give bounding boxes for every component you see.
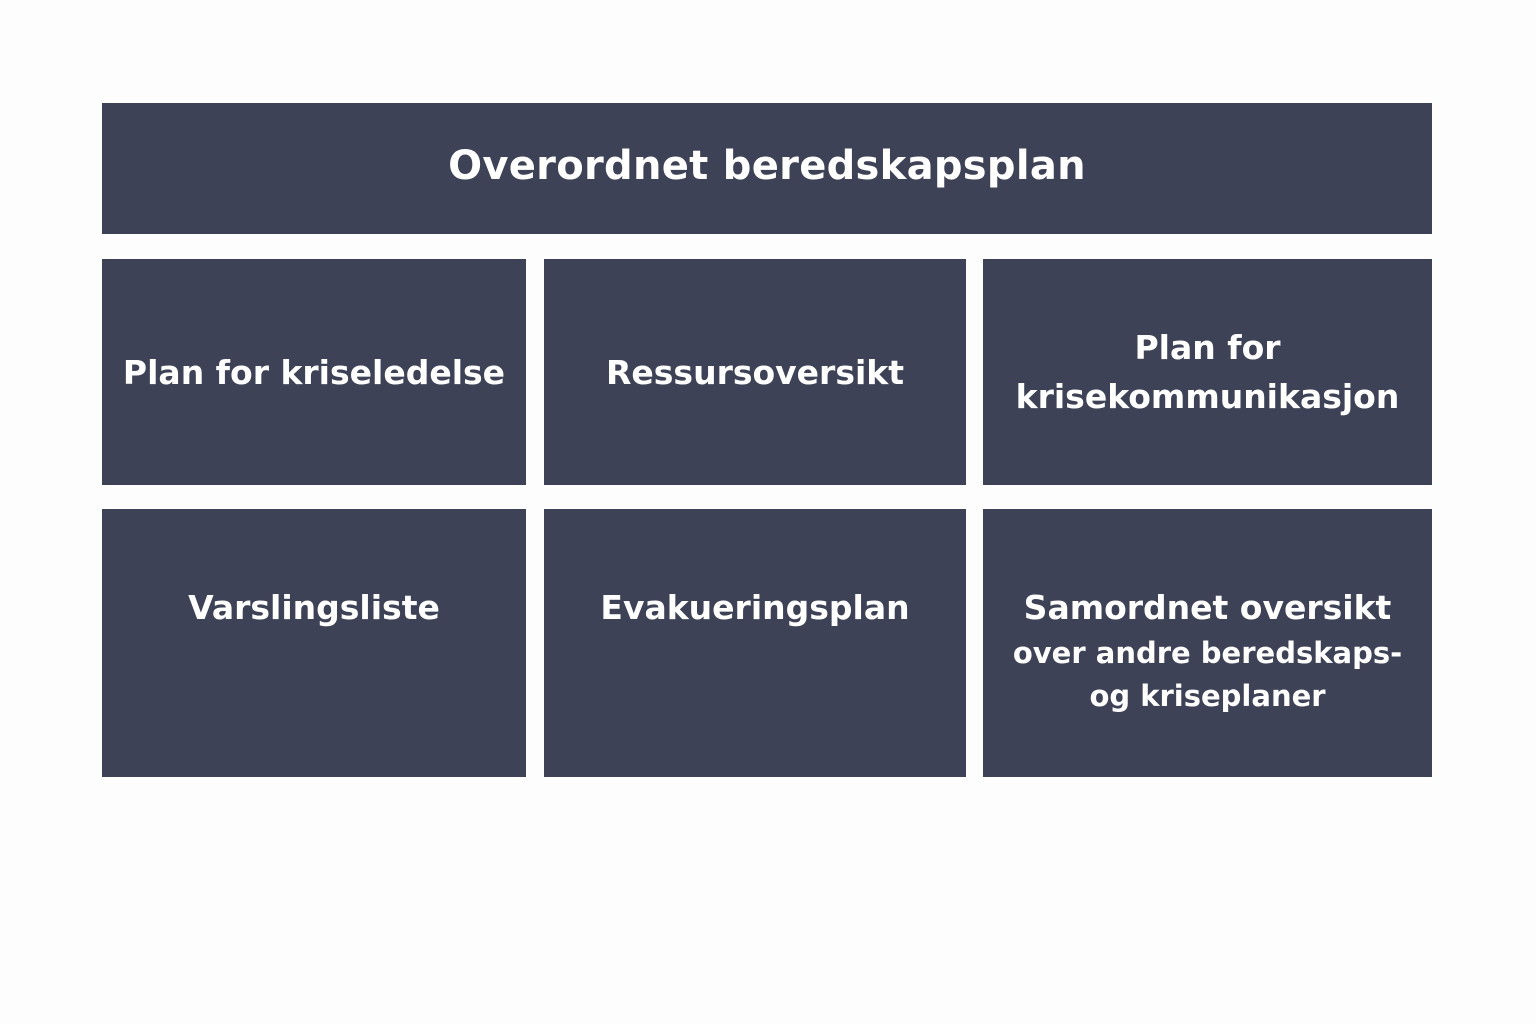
box-label: Ressursoversikt [606,352,904,392]
box-evakueringsplan [544,509,966,777]
box-plan-for-kriseledelse [102,259,526,485]
box-overordnet-beredskapsplan [102,103,1432,234]
top-box-title: Overordnet beredskapsplan [448,142,1086,189]
box-sublabel-line-2: og kriseplaner [1089,679,1326,713]
box-label: Varslingsliste [188,588,440,627]
box-label: Plan for kriseledelse [122,352,506,392]
box-plan-for-krisekommunikasjon [983,259,1432,485]
box-varslingsliste [102,509,526,777]
box-ressursoversikt [544,259,966,485]
box-label-line-2: krisekommunikasjon [1015,377,1400,416]
box-samordnet-oversikt [983,509,1432,777]
box-label: Evakueringsplan [600,588,910,627]
box-sublabel-line-1: over andre beredskaps- [1012,636,1403,670]
box-label-line-1: Plan for [1134,328,1281,367]
box-label: Samordnet oversikt [1023,588,1392,627]
